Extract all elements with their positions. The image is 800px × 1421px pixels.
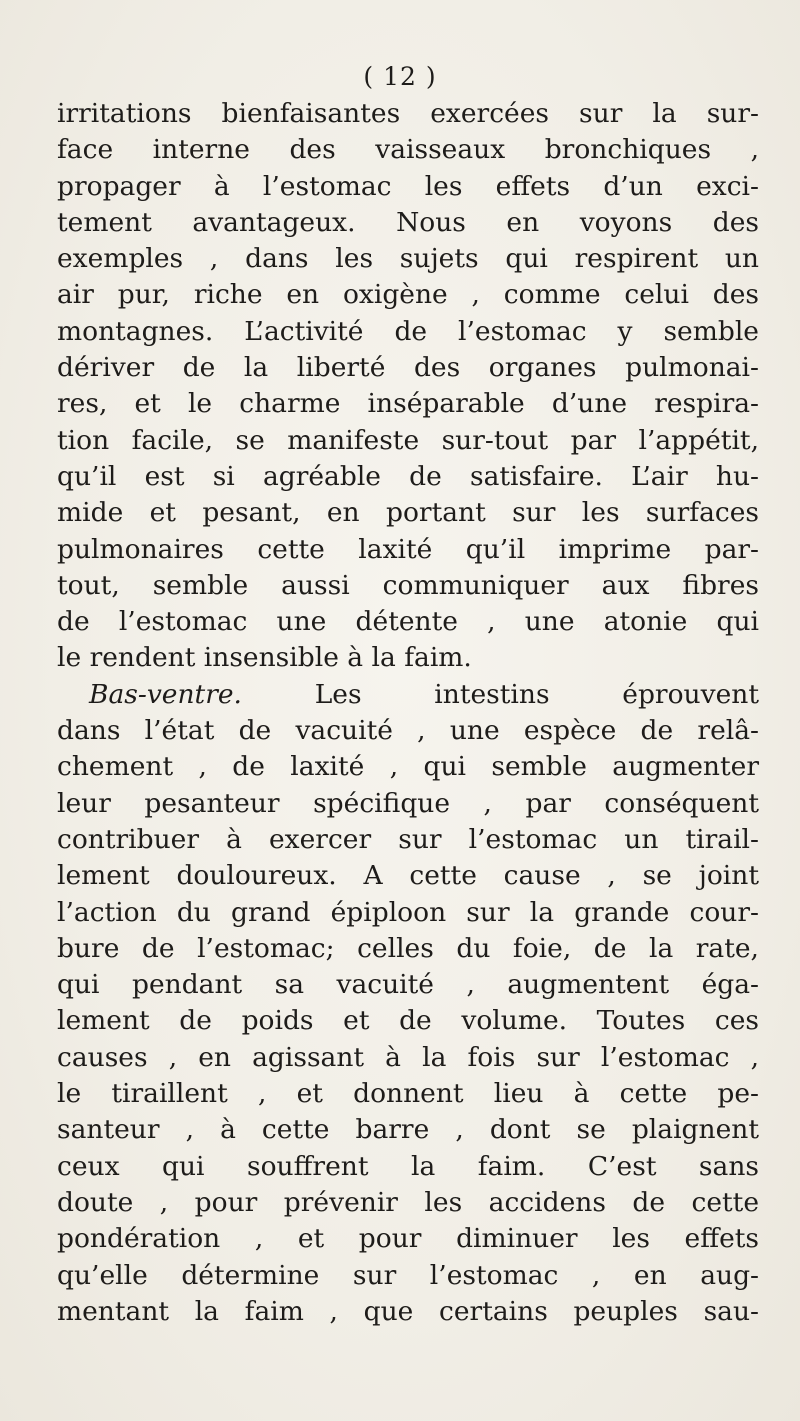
text-line: exemples , dans les sujets qui respirent un <box>57 243 759 275</box>
text-line: doute , pour prévenir les accidens de cette <box>57 1186 759 1218</box>
text-line: le rendent insensible à la faim. <box>57 642 472 674</box>
text-line: pulmonaires cette laxité qu’il imprime par- <box>57 533 759 565</box>
text-line: qui pendant sa vacuité , augmentent éga- <box>57 969 759 1001</box>
text-line: face interne des vaisseaux bronchiques , <box>57 134 759 166</box>
text-line: tement avantageux. Nous en voyons des <box>57 206 759 238</box>
body-text <box>57 96 759 1330</box>
text-line: propager à l’estomac les effets d’un exci- <box>57 170 759 202</box>
text-line: l’action du grand épiploon sur la grande cour- <box>57 896 759 928</box>
text-line: tion facile, se manifeste sur-tout par l’appétit, <box>57 424 759 456</box>
text-line: dans l’état de vacuité , une espèce de relâ- <box>57 715 759 747</box>
text-line: pondération , et pour diminuer les effets <box>57 1223 759 1255</box>
text-line: santeur , à cette barre , dont se plaignent <box>57 1114 759 1146</box>
section-first-line-text: Les intestins éprouvent <box>314 678 759 710</box>
text-line: lement douloureux. A cette cause , se joint <box>57 860 759 892</box>
text-line: air pur, riche en oxigène , comme celui des <box>57 279 759 311</box>
text-line: de l’estomac une détente , une atonie qui <box>57 606 759 638</box>
text-line: mentant la faim , que certains peuples sau- <box>57 1295 759 1327</box>
text-line: le tiraillent , et donnent lieu à cette pe- <box>57 1078 759 1110</box>
text-line: ceux qui souffrent la faim. C’est sans <box>57 1150 759 1182</box>
page-number: ( 12 ) <box>363 62 437 91</box>
text-line: leur pesanteur spécifique , par conséquent <box>57 787 759 819</box>
text-line: chement , de laxité , qui semble augmenter <box>57 751 759 783</box>
section-first-line <box>57 677 759 713</box>
section-heading: Bas-ventre. <box>89 678 242 710</box>
text-line: lement de poids et de volume. Toutes ces <box>57 1005 759 1037</box>
text-line: montagnes. L’activité de l’estomac y semble <box>57 315 759 347</box>
text-line: mide et pesant, en portant sur les surfaces <box>57 497 759 529</box>
text-line: causes , en agissant à la fois sur l’estomac , <box>57 1041 759 1073</box>
text-line: res, et le charme inséparable d’une respira- <box>57 388 759 420</box>
text-line: irritations bienfaisantes exercées sur la sur- <box>57 98 759 129</box>
text-line: contribuer à exercer sur l’estomac un tirail- <box>57 823 759 855</box>
text-line: qu’elle détermine sur l’estomac , en aug- <box>57 1259 759 1291</box>
text-line: bure de l’estomac; celles du foie, de la rate, <box>57 932 759 964</box>
text-line: qu’il est si agréable de satisfaire. L’air hu- <box>57 460 759 492</box>
text-line: tout, semble aussi communiquer aux fibres <box>57 569 759 601</box>
text-line: dériver de la liberté des organes pulmonai- <box>57 352 759 384</box>
